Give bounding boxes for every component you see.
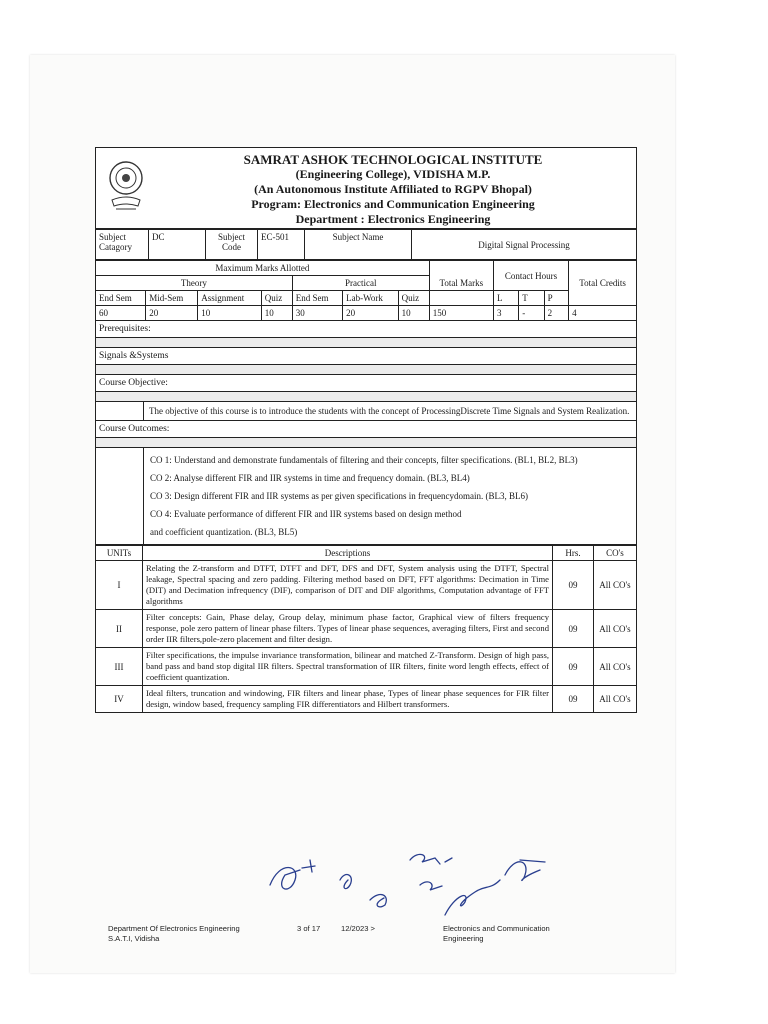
document-header — [96, 148, 636, 229]
max-marks-label: Maximum Marks Allotted — [96, 261, 429, 276]
department-name: Department : Electronics Engineering — [295, 212, 491, 226]
col-lab-work: Lab-Work — [343, 291, 399, 306]
col-assignment: Assignment — [198, 291, 261, 306]
unit-number: IV — [96, 686, 143, 713]
footer-program-line2: Engineering — [443, 934, 484, 943]
subject-table — [96, 229, 636, 260]
val-lab-work: 20 — [343, 306, 399, 321]
total-marks-spacer — [429, 291, 493, 306]
val-total-marks: 150 — [429, 306, 493, 321]
footer-department — [108, 924, 240, 944]
footer-date: 12/2023 > — [341, 924, 375, 933]
footer-page: 3 of 17 — [297, 924, 321, 933]
val-practical-quiz: 10 — [398, 306, 429, 321]
unit-description: Filter concepts: Gain, Phase delay, Group delay, minimum phase factor, Graphical view of filters frequency response, pole zero pattern of linear phase filters. Types of linear phase sequences, averaging filters, First and second order IIR filters,pole-zero placement and filter design. — [143, 610, 553, 648]
col-practical-end-sem: End Sem — [292, 291, 342, 306]
footer-dept-line1: Department Of Electronics Engineering — [108, 924, 240, 933]
footer-program — [443, 924, 550, 944]
footer-program-line1: Electronics and Communication — [443, 924, 550, 933]
prerequisites-value: Signals &Systems — [96, 348, 636, 365]
col-p: P — [544, 291, 568, 306]
table-row — [96, 610, 636, 648]
practical-label: Practical — [292, 276, 429, 291]
program-name: Program: Electronics and Communication Engineering — [251, 197, 535, 211]
institute-name: SAMRAT ASHOK TECHNOLOGICAL INSTITUTE — [243, 152, 543, 167]
val-quiz: 10 — [261, 306, 292, 321]
course-outcome-1: CO 1: Understand and demonstrate fundamentals of filtering and their concepts, filter specifications. (BL1, BL2, BL3) — [150, 455, 578, 465]
institute-logo-icon — [106, 156, 146, 216]
val-t: - — [519, 306, 544, 321]
unit-hours: 09 — [553, 686, 594, 713]
val-practical-end-sem: 30 — [292, 306, 342, 321]
theory-label: Theory — [96, 276, 292, 291]
val-p: 2 — [544, 306, 568, 321]
subject-code-label: Subject Code — [206, 230, 258, 260]
unit-description: Filter specifications, the impulse invariance transformation, bilinear and matched Z-Transform. Design of high pass, band pass and band stop digital IIR filters. Spectral transformation of IIR filters, finite word length effects, effect of coefficient quantization. — [143, 648, 553, 686]
college-name: (Engineering College), VIDISHA M.P. — [295, 167, 491, 181]
col-end-sem: End Sem — [96, 291, 146, 306]
objective-row — [96, 402, 636, 421]
prerequisites-label: Prerequisites: — [96, 321, 636, 338]
table-row — [96, 686, 636, 713]
col-l: L — [493, 291, 518, 306]
shaded-divider — [96, 365, 636, 375]
course-objective-label: Course Objective: — [96, 375, 636, 392]
outcomes-indent — [96, 448, 144, 544]
total-credits-label: Total Credits — [569, 261, 636, 306]
unit-cos: All CO's — [594, 561, 637, 610]
subject-category-value: DC — [149, 230, 206, 260]
handwritten-signatures-icon — [260, 840, 560, 920]
units-header: UNITs — [96, 546, 143, 561]
course-outcome-4-cont: and coefficient quantization. (BL3, BL5) — [150, 527, 298, 537]
course-objective-text: The objective of this course is to introduce the students with the concept of ProcessingDiscrete Time Signals and System Realization. — [149, 406, 630, 416]
val-mid-sem: 20 — [146, 306, 198, 321]
val-credits: 4 — [569, 306, 636, 321]
unit-hours: 09 — [553, 610, 594, 648]
objective-indent — [96, 402, 144, 420]
val-assignment: 10 — [198, 306, 261, 321]
descriptions-header: Descriptions — [143, 546, 553, 561]
unit-cos: All CO's — [594, 686, 637, 713]
outcomes-list — [144, 448, 584, 544]
course-outcomes-label: Course Outcomes: — [96, 421, 636, 438]
hrs-header: Hrs. — [553, 546, 594, 561]
marks-table — [96, 260, 636, 321]
contact-hours-label: Contact Hours — [493, 261, 568, 291]
unit-number: II — [96, 610, 143, 648]
shaded-divider — [96, 338, 636, 348]
course-outcome-4: CO 4: Evaluate performance of different FIR and IIR systems based on design method — [150, 509, 462, 519]
subject-category-label: Subject Catagory — [96, 230, 149, 260]
col-mid-sem: Mid-Sem — [146, 291, 198, 306]
affiliation: (An Autonomous Institute Affiliated to RGPV Bhopal) — [254, 182, 532, 196]
total-marks-label: Total Marks — [429, 261, 493, 291]
unit-description: Relating the Z-transform and DTFT, DTFT and DFT, DFS and DFT, System analysis using the DTFT, Spectral leakage, Spectral spacing and zero padding. Filtering method based on DFT, FFT algorithms: Decimation in Time (DIT) and Decimation infrequency (DIF), comparison of DIT and DIF algorithms, Computation advantage of FFT algorithms — [143, 561, 553, 610]
subject-name-value: Digital Signal Processing — [412, 230, 637, 260]
unit-number: I — [96, 561, 143, 610]
col-practical-quiz: Quiz — [398, 291, 429, 306]
units-table — [96, 545, 636, 712]
cos-header: CO's — [594, 546, 637, 561]
unit-cos: All CO's — [594, 610, 637, 648]
unit-description: Ideal filters, truncation and windowing, FIR filters and linear phase, Types of linear phase sequences for FIR filter design, window based, frequency sampling FIR differentiators and Hilbert transformers. — [143, 686, 553, 713]
val-l: 3 — [493, 306, 518, 321]
course-outcome-3: CO 3: Design different FIR and IIR systems as per given specifications in frequencydomain. (BL3, BL6) — [150, 491, 529, 501]
outcomes-row — [96, 448, 636, 545]
table-row — [96, 561, 636, 610]
footer-dept-line2: S.A.T.I, Vidisha — [108, 934, 160, 943]
subject-name-label: Subject Name — [305, 230, 412, 260]
val-end-sem: 60 — [96, 306, 146, 321]
col-quiz: Quiz — [261, 291, 292, 306]
unit-hours: 09 — [553, 561, 594, 610]
course-outcome-2: CO 2: Analyse different FIR and IIR systems in time and frequency domain. (BL3, BL4) — [150, 473, 470, 483]
syllabus-frame — [95, 147, 637, 713]
subject-code-value: EC-501 — [258, 230, 305, 260]
col-t: T — [519, 291, 544, 306]
shaded-divider — [96, 438, 636, 448]
unit-number: III — [96, 648, 143, 686]
shaded-divider — [96, 392, 636, 402]
unit-cos: All CO's — [594, 648, 637, 686]
unit-hours: 09 — [553, 648, 594, 686]
table-row — [96, 648, 636, 686]
